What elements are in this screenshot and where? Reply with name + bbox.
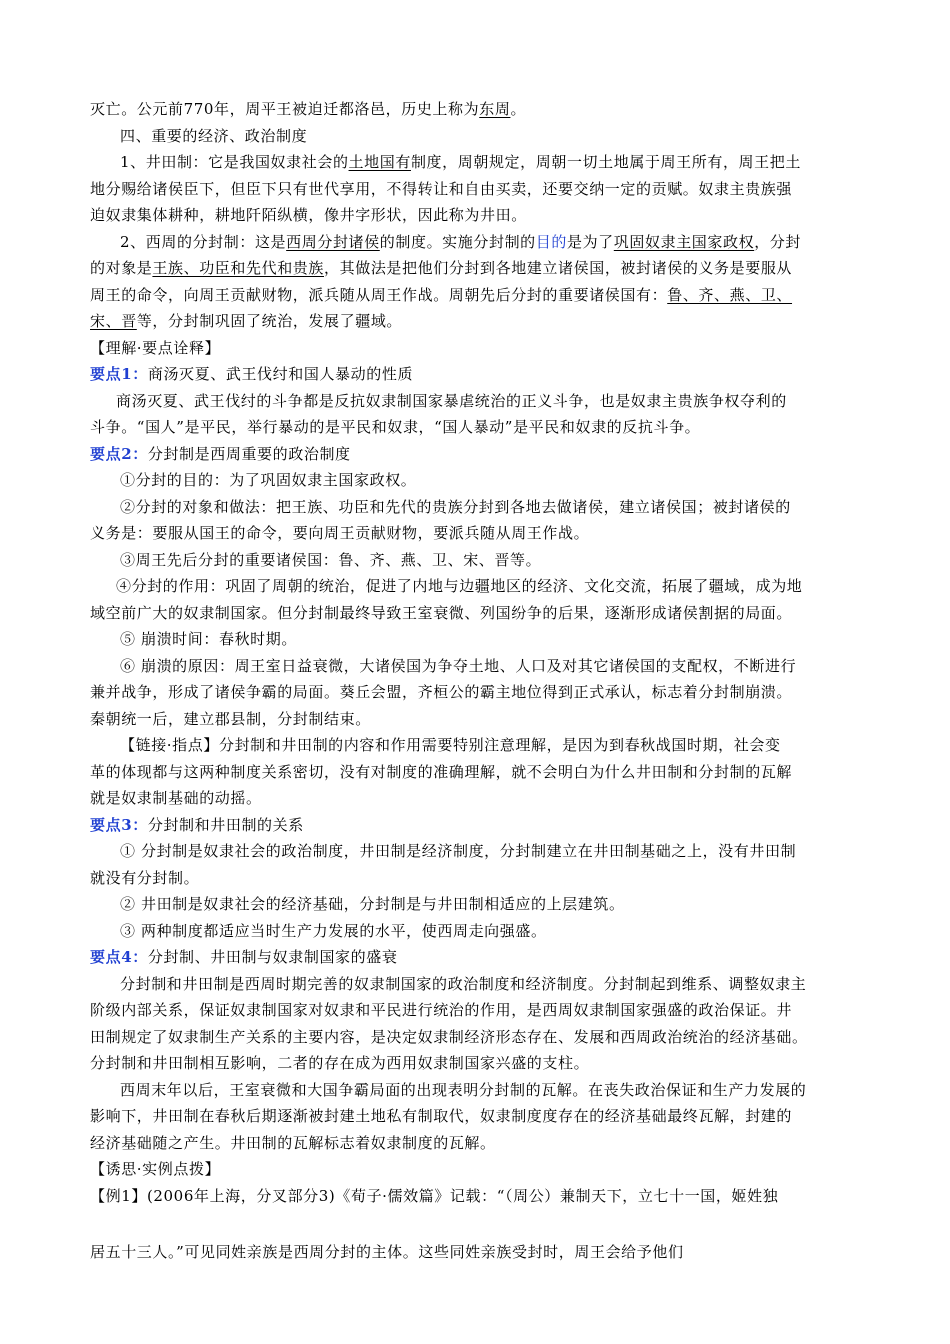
text: ，分封 [754, 232, 802, 251]
underlined-term: 宋、晋 [90, 312, 137, 330]
list-item: ④分封的作用：巩固了周朝的统治，促进了内地与边疆地区的经济、文化交流，拓展了疆域，成为地 [116, 577, 803, 595]
key-point-heading [90, 944, 862, 971]
list-item: ⑤ 崩溃时间：春秋时期。 [120, 630, 297, 648]
list-item: ②分封的对象和做法：把王族、功臣和先代的贵族分封到各地去做诸侯，建立诸侯国；被封诸侯的 [120, 497, 791, 516]
list-item: ③ 两种制度都适应当时生产力发展的水平，使西周走向强盛。 [120, 921, 547, 940]
section-heading: 四、重要的经济、政治制度 [120, 126, 308, 145]
text: 灭亡。公元前770年，周平王被迫迁都洛邑，历史上称为 [90, 100, 480, 118]
underlined-term: 土地国有 [348, 153, 411, 171]
spacer [90, 1209, 862, 1239]
key-point-heading [90, 441, 862, 468]
paragraph-line: 地分赐给诸侯臣下，但臣下只有世代享用，不得转让和自由买卖，还要交纳一定的贡赋。奴隶主贵族强 [90, 179, 793, 198]
paragraph-line [90, 149, 862, 176]
text: 1、井田制：它是我国奴隶社会的 [120, 153, 349, 171]
paragraph-line: 秦朝统一后，建立郡县制，分封制结束。 [90, 709, 371, 728]
text: 。 [510, 100, 527, 118]
paragraph-line: 斗争。“国人”是平民，举行暴动的是平民和奴隶，“国人暴动”是平民和奴隶的反抗斗争。 [90, 418, 701, 436]
text: 周王的命令，向周王贡献财物，派兵随从周王作战。周朝先后分封的重要诸侯国有： [90, 285, 668, 304]
paragraph-line [90, 255, 862, 282]
underlined-term: 西周分封诸侯 [286, 232, 380, 251]
list-item: ② 井田制是奴隶社会的经济基础，分封制是与井田制相适应的上层建筑。 [120, 895, 625, 913]
paragraph-line: 域空前广大的奴隶制国家。但分封制最终导致王室衰微、列国纷争的后果，逐渐形成诸侯割据的局面。 [90, 603, 793, 622]
text: 的制度。实施分封制的 [379, 232, 536, 251]
paragraph-line [90, 229, 862, 256]
text: 等，分封制巩固了统治，发展了疆域。 [136, 312, 403, 330]
paragraph-line: 影响下，井田制在春秋后期逐渐被封建土地私有制取代，奴隶制度度存在的经济基础最终瓦解，封建的 [90, 1107, 793, 1125]
example-line: 居五十三人。”可见同姓亲族是西周分封的主体。这些同姓亲族受封时，周王会给予他们 [90, 1243, 684, 1261]
underlined-term: 东周 [479, 100, 511, 118]
paragraph-line: 分封制和井田制是西周时期完善的奴隶制国家的政治制度和经济制度。分封制起到维系、调整奴隶主 [120, 974, 807, 993]
paragraph-line: 田制规定了奴隶制生产关系的主要内容，是决定奴隶制经济形态存在、发展和西周政治统治的经济基础。 [90, 1027, 808, 1046]
key-point-label: 要点4： [90, 948, 148, 966]
example-line: 【例1】(2006年上海，分叉部分3)《荀子·儒效篇》记载：“（周公）兼制天下，立七十一国，姬姓独 [90, 1186, 779, 1205]
paragraph-line [90, 282, 862, 309]
paragraph-line: 【链接·指点】分封制和井田制的内容和作用需要特别注意理解，是因为到春秋战国时期，社会变 [120, 736, 781, 754]
section-label: 【理解·要点诠释】 [90, 338, 221, 357]
key-point-label: 要点2： [90, 444, 148, 463]
key-point-label: 要点1： [90, 365, 148, 383]
key-point-title: 分封制和井田制的关系 [147, 815, 304, 834]
underlined-term: 鲁、齐、燕、卫、 [667, 285, 793, 304]
paragraph-line: 分封制和井田制相互影响，二者的存在成为西用奴隶制国家兴盛的支柱。 [90, 1054, 590, 1072]
text: 的对象是 [90, 259, 153, 277]
list-item: ① 分封制是奴隶社会的政治制度，井田制是经济制度，分封制建立在井田制基础之上，没有井田制 [120, 842, 797, 860]
document-page [90, 96, 862, 1266]
paragraph-line: 经济基础随之产生。井田制的瓦解标志着奴隶制度的瓦解。 [90, 1133, 496, 1152]
paragraph-line: 就没有分封制。 [90, 868, 200, 887]
paragraph-line: 西周末年以后，王室衰微和大国争霸局面的出现表明分封制的瓦解。在丧失政治保证和生产力发展的 [120, 1080, 807, 1099]
underlined-term: 巩固奴隶主国家政权 [613, 232, 755, 251]
list-item: ①分封的目的：为了巩固奴隶主国家政权。 [120, 471, 417, 489]
key-point-heading [90, 812, 862, 839]
section-label: 【诱思·实例点拨】 [90, 1160, 221, 1178]
paragraph-line: 迫奴隶集体耕种，耕地阡陌纵横，像井字形状，因此称为井田。 [90, 206, 527, 224]
key-point-title: 分封制是西周重要的政治制度 [147, 444, 351, 463]
paragraph-line: 阶级内部关系，保证奴隶制国家对奴隶和平民进行统治的作用，是西周奴隶制国家强盛的政治保证。井 [90, 1001, 793, 1019]
highlight-term: 目的 [535, 232, 567, 251]
text: ，其做法是把他们分封到各地建立诸侯国，被封诸侯的义务是要服从 [324, 259, 793, 277]
list-item: ⑥ 崩溃的原因：周王室日益衰微，大诸侯国为争夺土地、人口及对其它诸侯国的支配权，不断进行 [120, 656, 797, 675]
list-item: ③周王先后分封的重要诸侯国：鲁、齐、燕、卫、宋、晋等。 [120, 550, 542, 569]
text: 制度，周朝规定，周朝一切土地属于周王所有，周王把土 [410, 153, 801, 171]
paragraph-line: 商汤灭夏、武王伐纣的斗争都是反抗奴隶制国家暴虐统治的正义斗争，也是奴隶主贵族争权夺利的 [116, 391, 787, 410]
key-point-title: 商汤灭夏、武王伐纣和国人暴动的性质 [147, 365, 414, 383]
underlined-term: 王族、功臣和先代和贵族 [152, 259, 325, 277]
paragraph-line: 革的体现都与这两种制度关系密切，没有对制度的准确理解，就不会明白为什么井田制和分封制的瓦解 [90, 762, 793, 781]
text: 是为了 [566, 232, 614, 251]
paragraph-line [90, 308, 862, 335]
key-point-label: 要点3： [90, 815, 148, 834]
paragraph-line: 义务是：要服从国王的命令，要向周王贡献财物，要派兵随从周王作战。 [90, 524, 590, 542]
paragraph-line: 就是奴隶制基础的动摇。 [90, 789, 262, 807]
key-point-title: 分封制、井田制与奴隶制国家的盛衰 [147, 948, 398, 966]
paragraph-line: 兼并战争，形成了诸侯争霸的局面。葵丘会盟，齐桓公的霸主地位得到正式承认，标志着分封制崩溃。 [90, 683, 793, 701]
text: 2、西周的分封制：这是 [120, 232, 287, 251]
key-point-heading [90, 361, 862, 388]
paragraph-line [90, 96, 862, 123]
